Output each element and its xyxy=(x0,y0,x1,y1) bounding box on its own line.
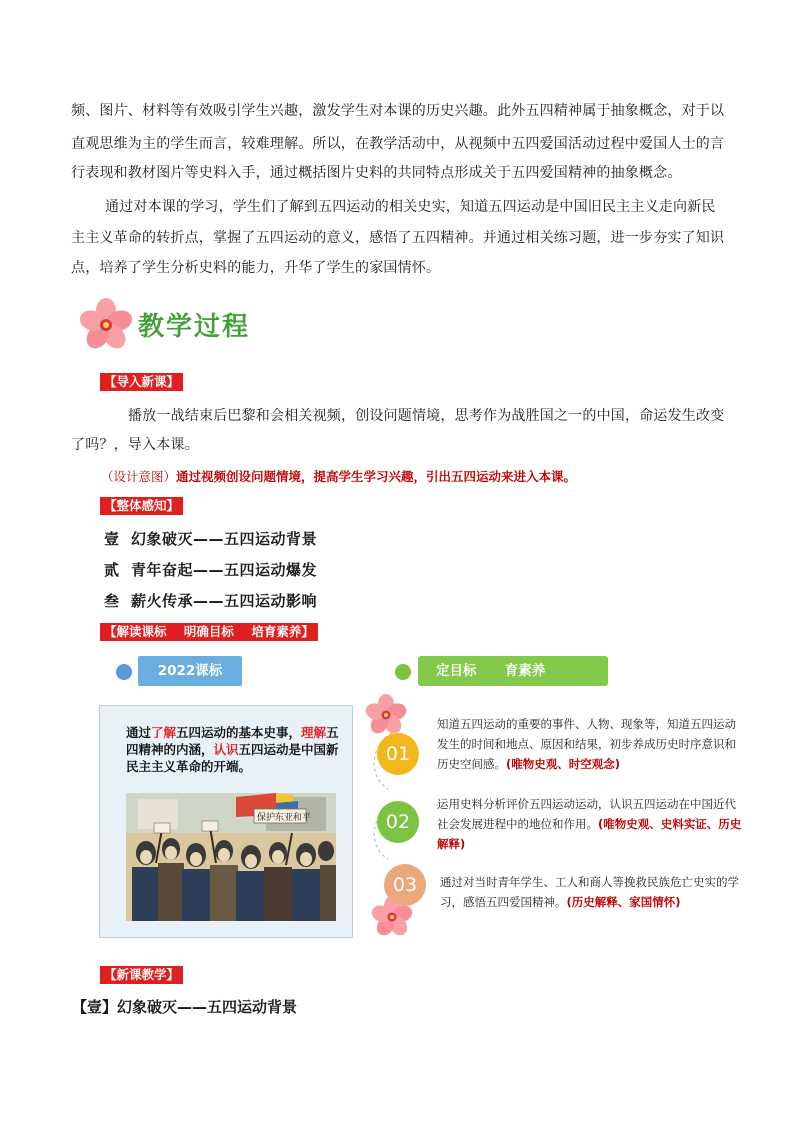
standards-tag: 【解读课标 明确目标 培育素养】 xyxy=(100,623,318,641)
std-keyword: 了解 xyxy=(151,725,177,740)
intro-line-5: 主主义革命的转折点，掌握了五四运动的意义，感悟了五四精神。并通过相关练习题，进一步夯实了知识 xyxy=(71,230,725,246)
design-intent-text: 通过视频创设问题情境，提高学生学习兴趣，引出五四运动来进入本课。 xyxy=(176,469,577,484)
intro-line-1: 频、图片、材料等有效吸引学生兴趣，激发学生对本课的历史兴趣。此外五四精神属于抽象概念，对于以 xyxy=(71,103,725,119)
intro-line-4: 通过对本课的学习，学生们了解到五四运动的相关史实，知道五四运动是中国旧民主主义走向新民 xyxy=(105,199,716,215)
intro-line-6: 点，培养了学生分析史料的能力，升华了学生的家国情怀。 xyxy=(71,260,441,276)
goal-text-2 xyxy=(437,794,745,854)
standard-text xyxy=(126,724,342,775)
section-title: 教学过程 xyxy=(138,312,251,342)
flower-icon xyxy=(76,297,138,353)
intro-line-2: 直观思维为主的学生而言，较难理解。所以，在教学活动中，从视频中五四爱国活动过程中爱国人士的言 xyxy=(71,136,725,152)
std-seg: 五四精神的内涵， xyxy=(126,725,339,757)
goal-body: 通过对当时青年学生、工人和商人等挽救民族危亡史实的学习，感悟五四爱国精神。 xyxy=(440,875,739,909)
lead-in-line-2: 了吗？，导入本课。 xyxy=(71,437,199,453)
design-intent-prefix: （设计意图） xyxy=(101,469,177,484)
intro-line-3: 行表现和教材图片等史料入手，通过概括图片史料的共同特点形成关于五四爱国精神的抽象概念。 xyxy=(71,165,682,181)
std-seg: 通过 xyxy=(126,725,152,740)
banner-text: 保护东亚和平 xyxy=(257,812,312,822)
design-intent xyxy=(101,467,576,485)
overview-text: 薪火传承——五四运动影响 xyxy=(131,592,318,610)
may-fourth-illustration xyxy=(126,793,336,921)
goal-literacy: (历史解释、家国情怀) xyxy=(566,895,681,909)
goal-number-2: 02 xyxy=(377,801,419,843)
lead-in-line-1: 播放一战结束后巴黎和会相关视频，创设问题情境，思考作为战胜国之一的中国，命运发生改变 xyxy=(128,408,725,424)
goal-text-3 xyxy=(440,872,748,912)
goal-text-1 xyxy=(437,714,745,774)
bullet-dot-icon xyxy=(395,664,411,680)
std-seg: 五四运动是中国新民主主义革命的开端。 xyxy=(126,742,339,774)
goal-literacy: (唯物史观、时空观念) xyxy=(506,757,621,771)
lead-in-tag: 【导入新课】 xyxy=(100,373,183,391)
bullet-dot-icon xyxy=(116,664,132,680)
overview-num: 贰 xyxy=(104,561,120,579)
overview-text: 青年奋起——五四运动爆发 xyxy=(131,561,318,579)
goal-pill: 定目标 育素养 xyxy=(418,656,608,686)
goal-number-1: 01 xyxy=(377,733,419,775)
goal-body: 运用史料分析评价五四运动运动，认识五四运动在中国近代社会发展进程中的地位和作用。 xyxy=(437,797,736,831)
overview-num: 壹 xyxy=(104,530,120,548)
overview-item xyxy=(104,559,317,580)
overview-num: 叁 xyxy=(104,592,120,610)
std-keyword: 理解 xyxy=(301,725,327,740)
goal-literacy: (唯物史观、史料实证、历史解释) xyxy=(437,817,742,851)
overview-item xyxy=(104,528,317,549)
overview-tag: 【整体感知】 xyxy=(100,497,183,515)
overview-item xyxy=(104,590,317,611)
standard-pill: 2022课标 xyxy=(138,656,242,686)
goal-number-3: 03 xyxy=(384,864,426,906)
new-lesson-tag: 【新课教学】 xyxy=(100,966,183,984)
goal-body: 知道五四运动的重要的事件、人物、现象等，知道五四运动发生的时间和地点、原因和结果，初步养成历史时序意识和历史空间感。 xyxy=(437,717,736,771)
std-seg: 五四运动的基本史事， xyxy=(176,725,302,740)
std-keyword: 认识 xyxy=(213,742,239,757)
overview-text: 幻象破灭——五四运动背景 xyxy=(131,530,318,548)
first-heading: 【壹】幻象破灭——五四运动背景 xyxy=(72,998,298,1016)
